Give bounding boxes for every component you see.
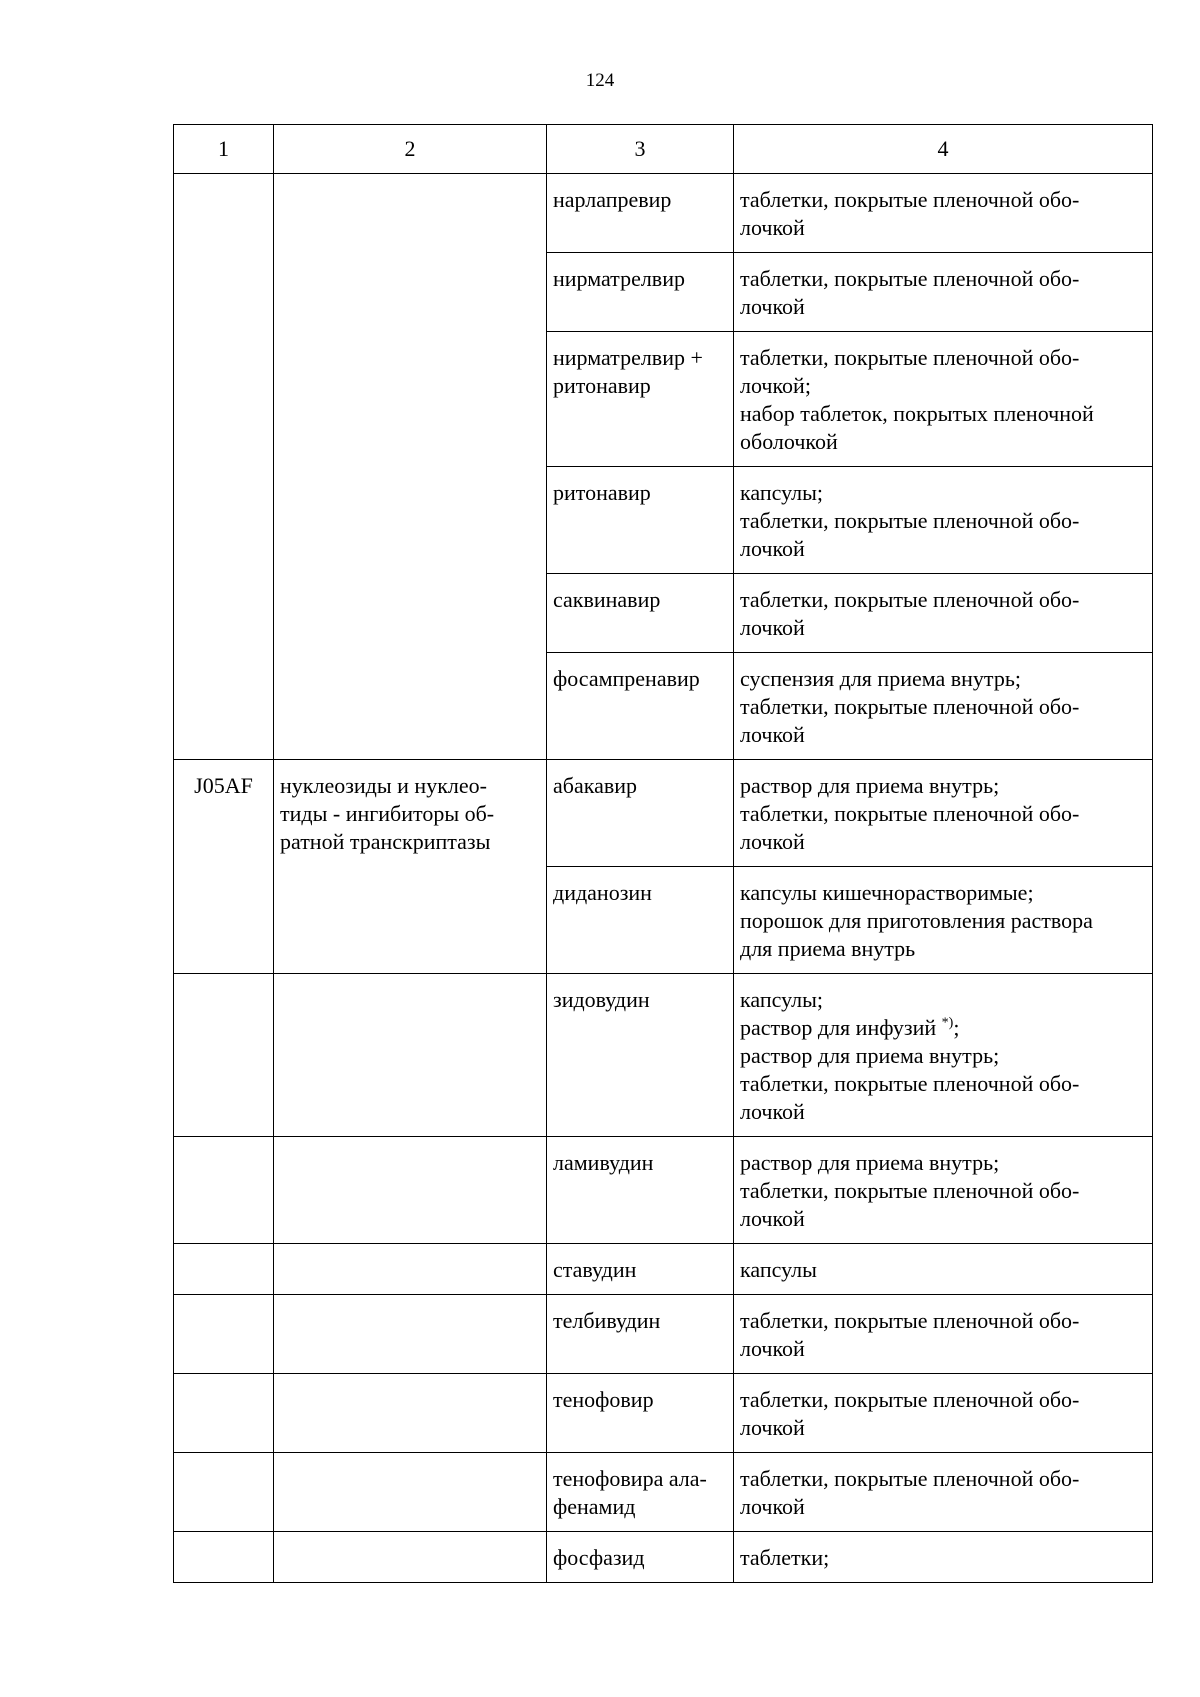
drug-name-cell: нарлапревир (547, 174, 734, 253)
dosage-form-line: лочкой (740, 1336, 805, 1361)
dosage-form-line: таблетки, покрытые пленочной обо- (740, 1071, 1080, 1096)
page-number: 124 (585, 70, 615, 91)
dosage-form-cell (734, 1295, 1153, 1374)
dosage-form-line: лочкой (740, 829, 805, 854)
column-header-3: 3 (547, 125, 734, 174)
code-cell (174, 174, 274, 760)
drug-name-cell: телбивудин (547, 1295, 734, 1374)
code-cell (174, 974, 274, 1137)
group-cell (274, 1137, 547, 1244)
code-cell (174, 1137, 274, 1244)
table-row (174, 760, 1153, 867)
footnote-punctuation: ; (953, 1015, 960, 1040)
dosage-form-line: таблетки, покрытые пленочной обо- (740, 1178, 1080, 1203)
dosage-form-cell (734, 1137, 1153, 1244)
dosage-form-line: раствор для приема внутрь; (740, 1150, 1000, 1175)
drug-name-cell: ламивудин (547, 1137, 734, 1244)
group-cell (274, 1374, 547, 1453)
group-cell (274, 1295, 547, 1374)
dosage-form-line: таблетки, покрытые пленочной обо- (740, 1387, 1080, 1412)
group-cell (274, 760, 547, 974)
group-cell (274, 1453, 547, 1532)
dosage-form-line: оболочкой (740, 429, 838, 454)
table-row (174, 1137, 1153, 1244)
column-header-1: 1 (174, 125, 274, 174)
dosage-form-line: лочкой (740, 294, 805, 319)
code-cell (174, 1453, 274, 1532)
dosage-form-line: лочкой (740, 1099, 805, 1124)
group-cell (274, 1244, 547, 1295)
drug-name-cell: тенофовир (547, 1374, 734, 1453)
drug-name-cell: фосампренавир (547, 653, 734, 760)
dosage-form-line: таблетки, покрытые пленочной обо- (740, 508, 1080, 533)
drug-name-line: фенамид (553, 1494, 636, 1519)
drug-name-cell (547, 332, 734, 467)
dosage-form-cell (734, 253, 1153, 332)
drug-name-cell: диданозин (547, 867, 734, 974)
dosage-form-cell (734, 653, 1153, 760)
dosage-form-line: капсулы (740, 1257, 817, 1282)
dosage-form-line: лочкой; (740, 373, 811, 398)
dosage-form-line: раствор для приема внутрь; (740, 1043, 1000, 1068)
dosage-form-line: таблетки, покрытые пленочной обо- (740, 266, 1080, 291)
table-header-row (174, 125, 1153, 174)
dosage-form-line: капсулы; (740, 987, 823, 1012)
dosage-form-line: таблетки, покрытые пленочной обо- (740, 187, 1080, 212)
drug-name-cell: фосфазид (547, 1532, 734, 1583)
dosage-form-cell (734, 332, 1153, 467)
dosage-form-line: суспензия для приема внутрь; (740, 666, 1021, 691)
dosage-form-line: лочкой (740, 536, 805, 561)
table-row (174, 1244, 1153, 1295)
dosage-form-cell (734, 1532, 1153, 1583)
table-row (174, 174, 1153, 253)
dosage-form-line: таблетки, покрытые пленочной обо- (740, 1466, 1080, 1491)
column-header-4: 4 (734, 125, 1153, 174)
dosage-form-cell (734, 974, 1153, 1137)
drug-name-cell: абакавир (547, 760, 734, 867)
dosage-form-line: лочкой (740, 615, 805, 640)
drug-name-cell: саквинавир (547, 574, 734, 653)
dosage-form-cell (734, 574, 1153, 653)
atc-code-cell: J05AF (174, 760, 274, 974)
dosage-form-line: набор таблеток, покрытых пленочной (740, 401, 1094, 426)
dosage-form-cell (734, 867, 1153, 974)
drug-name-cell: ритонавир (547, 467, 734, 574)
dosage-form-line: лочкой (740, 1415, 805, 1440)
dosage-form-line: капсулы; (740, 480, 823, 505)
code-cell (174, 1244, 274, 1295)
dosage-form-cell (734, 1244, 1153, 1295)
group-line: нуклеозиды и нуклео- (280, 773, 487, 798)
group-cell (274, 174, 547, 760)
dosage-form-line: лочкой (740, 1494, 805, 1519)
dosage-form-line: раствор для приема внутрь; (740, 773, 1000, 798)
drug-name-line: ритонавир (553, 373, 651, 398)
dosage-form-line: лочкой (740, 722, 805, 747)
code-cell (174, 1532, 274, 1583)
footnote-mark: *) (941, 1015, 954, 1031)
drug-name-cell: ставудин (547, 1244, 734, 1295)
dosage-form-line: таблетки, покрытые пленочной обо- (740, 694, 1080, 719)
table-row (174, 974, 1153, 1137)
dosage-form-cell (734, 760, 1153, 867)
medication-table (173, 124, 1153, 1583)
dosage-form-line: капсулы кишечнорастворимые; (740, 880, 1034, 905)
table-row (174, 1532, 1153, 1583)
dosage-form-line: лочкой (740, 1206, 805, 1231)
group-cell (274, 974, 547, 1137)
group-line: тиды - ингибиторы об- (280, 801, 495, 826)
dosage-form-line: таблетки, покрытые пленочной обо- (740, 587, 1080, 612)
table-row (174, 1295, 1153, 1374)
drug-name-cell (547, 1453, 734, 1532)
table-row (174, 1453, 1153, 1532)
dosage-form-line: таблетки; (740, 1545, 830, 1570)
code-cell (174, 1374, 274, 1453)
group-line: ратной транскриптазы (280, 829, 491, 854)
table-row (174, 1374, 1153, 1453)
column-header-2: 2 (274, 125, 547, 174)
dosage-form-cell (734, 1453, 1153, 1532)
dosage-form-line: порошок для приготовления раствора (740, 908, 1093, 933)
dosage-form-line: лочкой (740, 215, 805, 240)
group-cell (274, 1532, 547, 1583)
dosage-form-line: таблетки, покрытые пленочной обо- (740, 1308, 1080, 1333)
drug-name-line: тенофовира ала- (553, 1466, 707, 1491)
dosage-form-cell (734, 1374, 1153, 1453)
dosage-form-cell (734, 467, 1153, 574)
drug-name-cell: зидовудин (547, 974, 734, 1137)
drug-name-line: нирматрелвир + (553, 345, 703, 370)
dosage-form-line: для приема внутрь (740, 936, 916, 961)
dosage-form-line: раствор для инфузий (740, 1015, 942, 1040)
dosage-form-line: таблетки, покрытые пленочной обо- (740, 801, 1080, 826)
dosage-form-line: таблетки, покрытые пленочной обо- (740, 345, 1080, 370)
dosage-form-cell (734, 174, 1153, 253)
code-cell (174, 1295, 274, 1374)
drug-name-cell: нирматрелвир (547, 253, 734, 332)
